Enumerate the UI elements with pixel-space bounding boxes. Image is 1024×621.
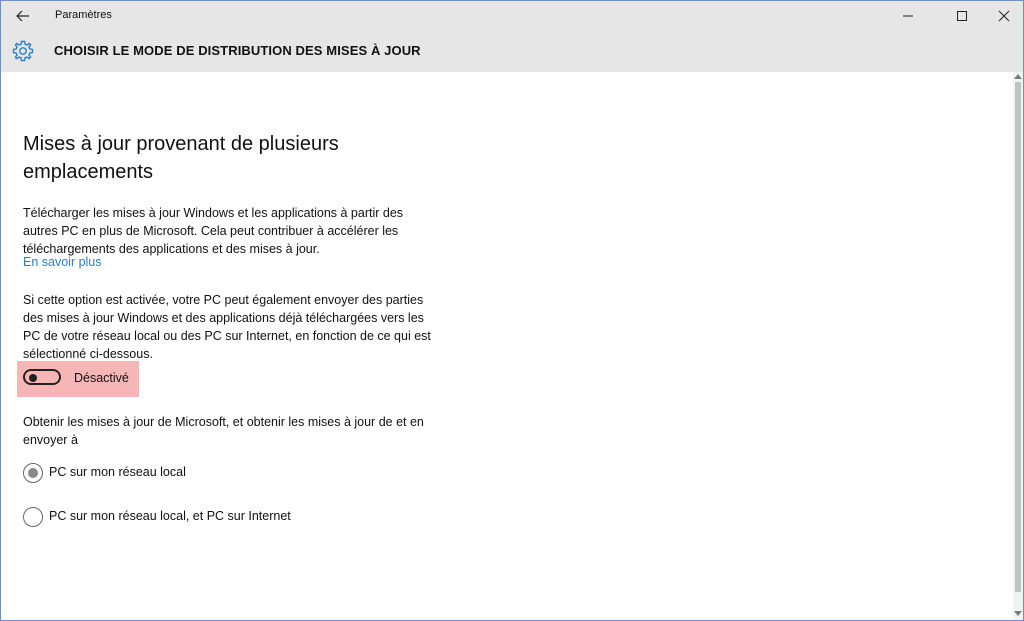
- page-title: CHOISIR LE MODE DE DISTRIBUTION DES MISES À JOUR: [54, 43, 421, 58]
- scroll-up-arrow-icon[interactable]: [1014, 74, 1022, 79]
- toggle-highlight: [17, 361, 139, 397]
- section-title: Mises à jour provenant de plusieurs emplacements: [23, 133, 339, 183]
- gear-icon: [11, 39, 35, 63]
- description-text: Télécharger les mises à jour Windows et les applications à partir des autres PC en plus de Microsoft. Cela peut contribuer à accélérer les téléchargements des applications et des mises à jour.: [23, 206, 404, 256]
- radio-label-local-and-internet[interactable]: PC sur mon réseau local, et PC sur Internet: [49, 509, 291, 523]
- radio-local-and-internet[interactable]: [23, 507, 43, 527]
- minimize-icon: [902, 10, 914, 22]
- sharing-info-text: Si cette option est activée, votre PC peut également envoyer des parties des mises à jour Windows et des applications déjà téléchargées vers les PC de votre réseau local ou des PC sur Internet, en fonction de ce qui est sélectionné ci-dessous.: [23, 293, 431, 361]
- back-button[interactable]: [7, 1, 39, 31]
- close-button[interactable]: [981, 1, 1024, 31]
- back-arrow-icon: [16, 10, 30, 22]
- learn-more-link[interactable]: En savoir plus: [23, 255, 102, 269]
- radio-selected-dot: [28, 468, 38, 478]
- radio-circle: [23, 507, 43, 527]
- maximize-button[interactable]: [939, 1, 985, 31]
- page-header: [1, 31, 1023, 72]
- settings-content: [1, 72, 1013, 620]
- radio-local-network[interactable]: [23, 463, 43, 483]
- minimize-button[interactable]: [885, 1, 931, 31]
- title-bar: [1, 1, 1023, 31]
- radio-label-local-network[interactable]: PC sur mon réseau local: [49, 465, 186, 479]
- scroll-thumb[interactable]: [1015, 82, 1021, 592]
- source-question-text: Obtenir les mises à jour de Microsoft, et obtenir les mises à jour de et en envoyer à: [23, 415, 424, 447]
- delivery-toggle[interactable]: [23, 369, 61, 385]
- toggle-knob: [29, 374, 37, 382]
- window-title: Paramètres: [55, 9, 112, 21]
- toggle-state-label: Désactivé: [74, 371, 129, 385]
- close-icon: [998, 10, 1010, 22]
- scroll-down-arrow-icon[interactable]: [1014, 611, 1022, 616]
- maximize-icon: [956, 10, 968, 22]
- vertical-scrollbar[interactable]: [1013, 72, 1023, 620]
